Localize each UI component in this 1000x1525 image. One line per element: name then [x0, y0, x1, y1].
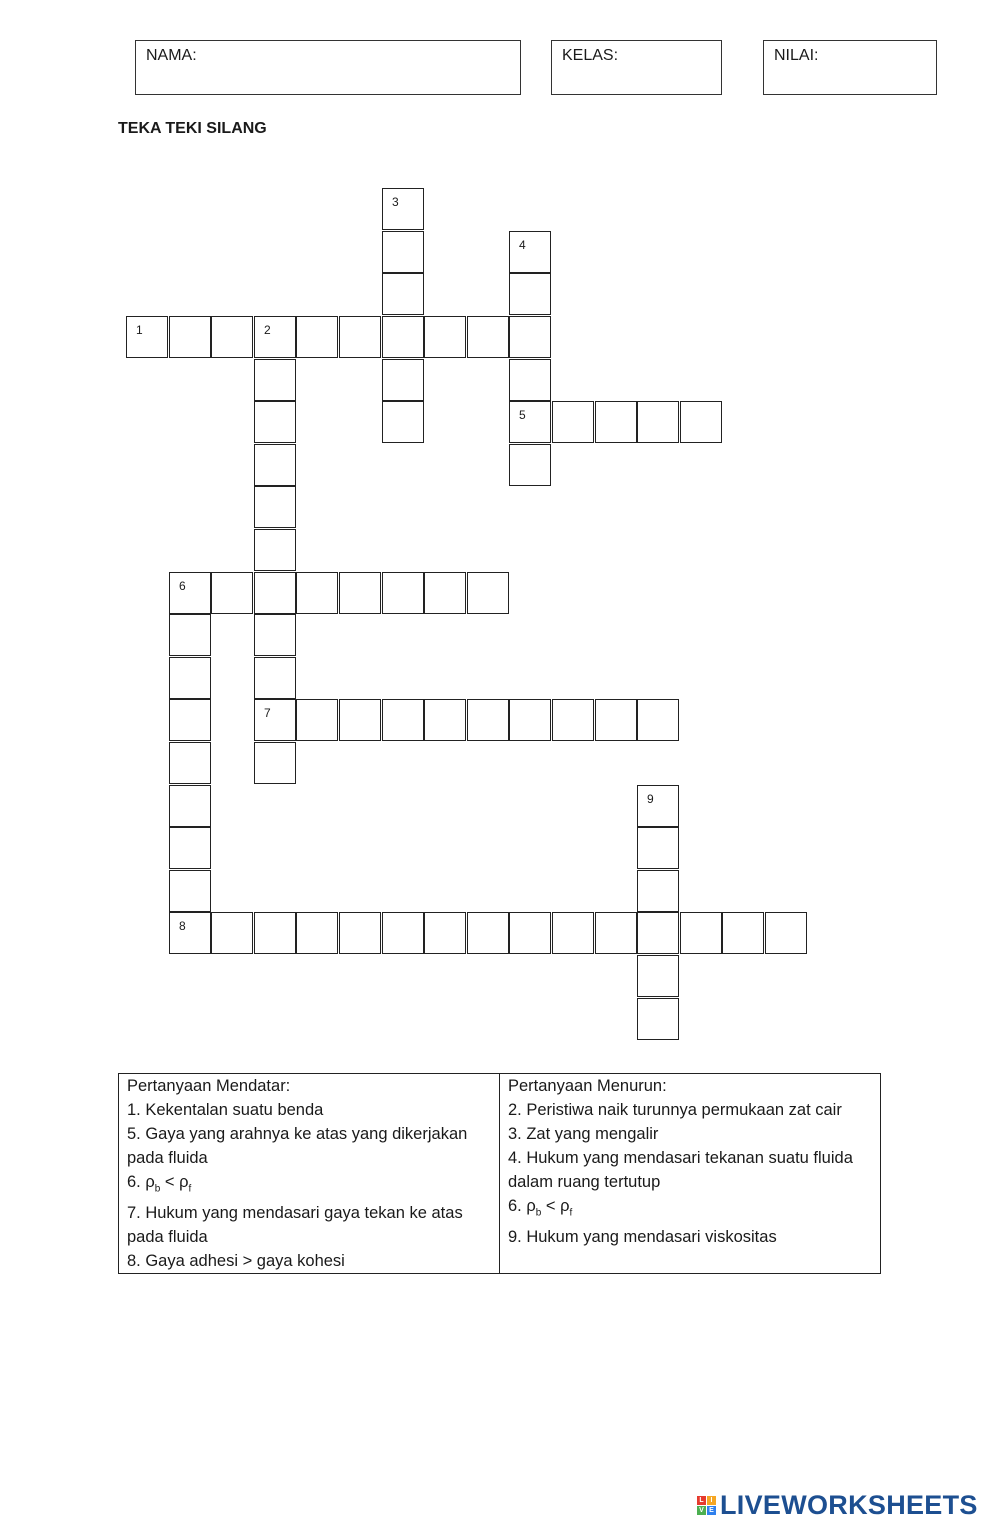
crossword-letter-input[interactable]	[170, 743, 214, 785]
crossword-cell[interactable]	[339, 316, 381, 358]
logo-mark-icon: L I V E	[697, 1496, 716, 1515]
crossword-letter-input[interactable]	[170, 317, 214, 359]
crossword-letter-input[interactable]	[510, 360, 554, 402]
crossword-letter-input[interactable]	[170, 786, 214, 828]
crossword-letter-input[interactable]	[297, 913, 341, 955]
crossword-letter-input[interactable]	[255, 658, 299, 700]
crossword-letter-input[interactable]	[723, 913, 767, 955]
crossword-cell[interactable]	[467, 572, 509, 614]
crossword-cell[interactable]	[509, 444, 551, 486]
liveworksheets-logo	[697, 1490, 978, 1520]
across-clues-heading: Pertanyaan Mendatar:	[127, 1077, 291, 1095]
crossword-cell[interactable]	[169, 657, 211, 699]
crossword-cell[interactable]	[382, 912, 424, 954]
crossword-letter-input[interactable]	[212, 317, 256, 359]
crossword-cell[interactable]	[254, 614, 296, 656]
page-title: TEKA TEKI SILANG	[118, 120, 267, 137]
crossword-letter-input[interactable]	[510, 402, 554, 444]
crossword-cell[interactable]	[637, 998, 679, 1040]
crossword-cell[interactable]	[382, 359, 424, 401]
across-clues-column	[119, 1074, 500, 1274]
crossword-cell[interactable]	[637, 401, 679, 443]
crossword-cell[interactable]	[765, 912, 807, 954]
crossword-cell[interactable]	[296, 912, 338, 954]
crossword-letter-input[interactable]	[340, 700, 384, 742]
crossword-letter-input[interactable]	[510, 913, 554, 955]
crossword-cell[interactable]	[595, 401, 637, 443]
crossword-letter-input[interactable]	[383, 360, 427, 402]
crossword-cell[interactable]	[382, 316, 424, 358]
crossword-letter-input[interactable]	[255, 743, 299, 785]
crossword-cell[interactable]	[424, 316, 466, 358]
crossword-letter-input[interactable]	[638, 402, 682, 444]
crossword-cell[interactable]	[467, 316, 509, 358]
crossword-letter-input[interactable]	[340, 913, 384, 955]
clue-number: 6	[179, 579, 186, 593]
crossword-letter-input[interactable]	[255, 573, 299, 615]
crossword-letter-input[interactable]	[553, 402, 597, 444]
crossword-letter-input[interactable]	[255, 445, 299, 487]
crossword-letter-input[interactable]	[510, 445, 554, 487]
crossword-cell[interactable]	[254, 572, 296, 614]
crossword-letter-input[interactable]	[170, 573, 214, 615]
crossword-letter-input[interactable]	[638, 956, 682, 998]
crossword-letter-input[interactable]	[340, 573, 384, 615]
crossword-letter-input[interactable]	[255, 615, 299, 657]
crossword-cell[interactable]	[382, 273, 424, 315]
crossword-cell[interactable]	[424, 912, 466, 954]
crossword-letter-input[interactable]	[255, 913, 299, 955]
crossword-letter-input[interactable]	[425, 913, 469, 955]
crossword-letter-input[interactable]	[638, 786, 682, 828]
crossword-cell[interactable]	[722, 912, 764, 954]
crossword-cell[interactable]	[339, 699, 381, 741]
crossword-cell[interactable]	[637, 912, 679, 954]
crossword-letter-input[interactable]	[383, 189, 427, 231]
crossword-letter-input[interactable]	[212, 913, 256, 955]
crossword-cell[interactable]	[509, 231, 551, 273]
crossword-cell[interactable]	[126, 316, 168, 358]
crossword-letter-input[interactable]	[383, 700, 427, 742]
crossword-letter-input[interactable]	[468, 700, 512, 742]
crossword-letter-input[interactable]	[255, 700, 299, 742]
clue-number: 3	[392, 195, 399, 209]
down-clues-column	[500, 1074, 881, 1274]
crossword-letter-input[interactable]	[297, 573, 341, 615]
across-clue: 5. Gaya yang arahnya ke atas yang dikerjakan pada fluida	[127, 1125, 468, 1167]
down-clues-heading: Pertanyaan Menurun:	[508, 1077, 667, 1095]
crossword-cell[interactable]	[254, 316, 296, 358]
clue-number: 2	[264, 323, 271, 337]
crossword-cell[interactable]	[169, 614, 211, 656]
crossword-letter-input[interactable]	[212, 573, 256, 615]
crossword-cell[interactable]	[637, 827, 679, 869]
crossword-cell[interactable]	[382, 572, 424, 614]
crossword-cell[interactable]	[169, 912, 211, 954]
crossword-letter-input[interactable]	[468, 573, 512, 615]
crossword-cell[interactable]	[254, 912, 296, 954]
crossword-letter-input[interactable]	[255, 360, 299, 402]
down-clue: 2. Peristiwa naik turunnya permukaan zat cair	[508, 1101, 842, 1119]
crossword-cell[interactable]	[680, 401, 722, 443]
crossword-cell[interactable]	[211, 316, 253, 358]
crossword-cell[interactable]	[382, 401, 424, 443]
crossword-cell[interactable]	[680, 912, 722, 954]
across-clue: 7. Hukum yang mendasari gaya tekan ke atas pada fluida	[127, 1204, 463, 1247]
crossword-cell[interactable]	[211, 912, 253, 954]
crossword-letter-input[interactable]	[297, 700, 341, 742]
crossword-cell[interactable]	[637, 955, 679, 997]
crossword-cell[interactable]	[254, 529, 296, 571]
crossword-cell[interactable]	[296, 699, 338, 741]
crossword-cell[interactable]	[169, 827, 211, 869]
crossword-letter-input[interactable]	[638, 999, 682, 1041]
clue-number: 8	[179, 919, 186, 933]
crossword-cell[interactable]	[424, 699, 466, 741]
crossword-letter-input[interactable]	[340, 317, 384, 359]
crossword-letter-input[interactable]	[170, 913, 214, 955]
crossword-cell[interactable]	[296, 316, 338, 358]
crossword-cell[interactable]	[169, 742, 211, 784]
crossword-letter-input[interactable]	[468, 317, 512, 359]
crossword-letter-input[interactable]	[383, 573, 427, 615]
down-clue: 9. Hukum yang mendasari viskositas	[508, 1228, 777, 1247]
down-clue: 4. Hukum yang mendasari tekanan suatu fluida dalam ruang tertutup	[508, 1149, 853, 1191]
crossword-letter-input[interactable]	[510, 700, 554, 742]
crossword-cell[interactable]	[509, 359, 551, 401]
crossword-letter-input[interactable]	[638, 913, 682, 955]
crossword-letter-input[interactable]	[510, 274, 554, 316]
crossword-letter-input[interactable]	[510, 232, 554, 274]
clue-number: 4	[519, 238, 526, 252]
crossword-cell[interactable]	[637, 785, 679, 827]
crossword-cell[interactable]	[595, 912, 637, 954]
crossword-cell[interactable]	[254, 699, 296, 741]
clues-table	[118, 1073, 881, 1274]
crossword-cell[interactable]	[254, 657, 296, 699]
crossword-cell[interactable]	[552, 912, 594, 954]
crossword-letter-input[interactable]	[255, 402, 299, 444]
crossword-cell[interactable]	[637, 699, 679, 741]
crossword-cell[interactable]	[382, 188, 424, 230]
crossword-cell[interactable]	[339, 912, 381, 954]
crossword-cell[interactable]	[382, 231, 424, 273]
crossword-cell[interactable]	[637, 870, 679, 912]
crossword-cell[interactable]	[169, 572, 211, 614]
crossword-cell[interactable]	[254, 359, 296, 401]
clue-number: 5	[519, 408, 526, 422]
clue-number: 9	[647, 792, 654, 806]
crossword-letter-input[interactable]	[170, 871, 214, 913]
crossword-letter-input[interactable]	[255, 487, 299, 529]
crossword-letter-input[interactable]	[638, 871, 682, 913]
kelas-label: KELAS:	[562, 47, 619, 64]
logo-text: LIVEWORKSHEETS	[720, 1489, 978, 1520]
down-clue: 3. Zat yang mengalir	[508, 1125, 659, 1143]
clue-number: 1	[136, 323, 143, 337]
crossword-cell[interactable]	[552, 699, 594, 741]
crossword-letter-input[interactable]	[596, 913, 640, 955]
crossword-letter-input[interactable]	[297, 317, 341, 359]
crossword-cell[interactable]	[382, 699, 424, 741]
crossword-cell[interactable]	[595, 699, 637, 741]
crossword-cell[interactable]	[169, 699, 211, 741]
crossword-letter-input[interactable]	[510, 317, 554, 359]
crossword-cell[interactable]	[467, 699, 509, 741]
crossword-cell[interactable]	[509, 912, 551, 954]
crossword-letter-input[interactable]	[425, 317, 469, 359]
crossword-cell[interactable]	[296, 572, 338, 614]
crossword-cell[interactable]	[509, 316, 551, 358]
crossword-cell[interactable]	[169, 785, 211, 827]
crossword-cell[interactable]	[254, 401, 296, 443]
crossword-letter-input[interactable]	[170, 615, 214, 657]
crossword-letter-input[interactable]	[766, 913, 810, 955]
crossword-letter-input[interactable]	[383, 913, 427, 955]
crossword-letter-input[interactable]	[425, 700, 469, 742]
crossword-cell[interactable]	[424, 572, 466, 614]
crossword-letter-input[interactable]	[170, 700, 214, 742]
crossword-letter-input[interactable]	[255, 317, 299, 359]
crossword-letter-input[interactable]	[468, 913, 512, 955]
crossword-cell[interactable]	[339, 572, 381, 614]
crossword-letter-input[interactable]	[383, 274, 427, 316]
crossword-letter-input[interactable]	[425, 573, 469, 615]
crossword-letter-input[interactable]	[170, 658, 214, 700]
crossword-cell[interactable]	[254, 444, 296, 486]
crossword-letter-input[interactable]	[383, 402, 427, 444]
crossword-letter-input[interactable]	[127, 317, 171, 359]
down-clue: 6. $\rho_b < \rho_f$	[508, 1197, 573, 1219]
crossword-letter-input[interactable]	[681, 402, 725, 444]
crossword-letter-input[interactable]	[638, 700, 682, 742]
nama-label: NAMA:	[146, 47, 197, 64]
crossword-cell[interactable]	[509, 401, 551, 443]
crossword-letter-input[interactable]	[383, 232, 427, 274]
crossword-letter-input[interactable]	[553, 700, 597, 742]
crossword-letter-input[interactable]	[596, 402, 640, 444]
crossword-letter-input[interactable]	[681, 913, 725, 955]
crossword-letter-input[interactable]	[596, 700, 640, 742]
nilai-label: NILAI:	[774, 47, 819, 64]
crossword-cell[interactable]	[169, 316, 211, 358]
crossword-cell[interactable]	[552, 401, 594, 443]
crossword-cell[interactable]	[509, 273, 551, 315]
across-clue: 1. Kekentalan suatu benda	[127, 1101, 324, 1119]
crossword-letter-input[interactable]	[170, 828, 214, 870]
clue-number: 7	[264, 706, 271, 720]
crossword-letter-input[interactable]	[255, 530, 299, 572]
across-clue: 8. Gaya adhesi > gaya kohesi	[127, 1252, 345, 1271]
across-clue: 6. $\rho_b < \rho_f$	[127, 1173, 192, 1195]
crossword-cell[interactable]	[254, 742, 296, 784]
crossword-letter-input[interactable]	[553, 913, 597, 955]
crossword-cell[interactable]	[211, 572, 253, 614]
crossword-cell[interactable]	[169, 870, 211, 912]
crossword-cell[interactable]	[467, 912, 509, 954]
crossword-cell[interactable]	[254, 486, 296, 528]
crossword-letter-input[interactable]	[383, 317, 427, 359]
crossword-cell[interactable]	[509, 699, 551, 741]
crossword-letter-input[interactable]	[638, 828, 682, 870]
